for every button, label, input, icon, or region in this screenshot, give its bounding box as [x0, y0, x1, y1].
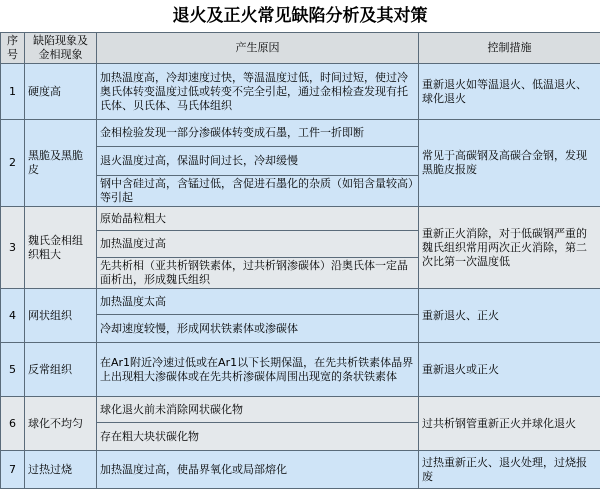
table-row: [1, 64, 600, 120]
row-defect: 反常组织: [25, 343, 97, 397]
row-seq: 6: [1, 397, 25, 451]
row-cause: 钢中含硅过高，含锰过低，含促进石墨化的杂质（如铝含量较高）等引起: [97, 176, 419, 207]
row-defect: 网状组织: [25, 289, 97, 343]
row-defect: 过热过烧: [25, 451, 97, 489]
row-seq: 1: [1, 64, 25, 120]
table-row: [1, 451, 600, 489]
row-cause: 冷却速度较慢，形成网状铁素体或渗碳体: [97, 315, 419, 343]
defect-table: [0, 32, 600, 489]
page-title: 退火及正火常见缺陷分析及其对策: [0, 0, 600, 32]
row-measure: 过热重新正火、退火处理，过烧报废: [419, 451, 600, 489]
row-seq: 3: [1, 207, 25, 289]
row-measure: 重新正火消除，对于低碳钢严重的魏氏组织常用两次正火消除，第二次比第一次温度低: [419, 207, 600, 289]
row-measure: 重新退火、正火: [419, 289, 600, 343]
row-measure: 重新退火或正火: [419, 343, 600, 397]
row-cause: 金相检验发现一部分渗碳体转变成石墨，工件一折即断: [97, 120, 419, 147]
row-seq: 7: [1, 451, 25, 489]
header-measure: 控制措施: [419, 33, 600, 64]
row-defect: 硬度高: [25, 64, 97, 120]
row-measure: 常见于高碳钢及高碳合金钢，发现黑脆皮报废: [419, 120, 600, 207]
header-row: [1, 33, 600, 64]
table-row: [1, 289, 600, 315]
row-cause: 存在粗大块状碳化物: [97, 423, 419, 451]
header-defect: 缺陷现象及金相现象: [25, 33, 97, 64]
row-seq: 5: [1, 343, 25, 397]
row-defect: 黑脆及黑脆皮: [25, 120, 97, 207]
table-row: [1, 120, 600, 147]
row-measure: 过共析钢管重新正火并球化退火: [419, 397, 600, 451]
row-cause: 在Ar1附近冷速过低或在Ar1以下长期保温，在先共析铁素体晶界上出现粗大渗碳体或在先共析渗碳体周围出现宽的条状铁素体: [97, 343, 419, 397]
row-defect: 球化不均匀: [25, 397, 97, 451]
row-defect: 魏氏金相组织粗大: [25, 207, 97, 289]
header-cause: 产生原因: [97, 33, 419, 64]
table-row: [1, 343, 600, 397]
row-cause: 加热温度过高: [97, 231, 419, 258]
row-seq: 4: [1, 289, 25, 343]
row-cause: 加热温度高，冷却速度过快，等温温度过低，时间过短，使过冷奥氏体转变温度过低或转变不完全引起，通过金相检查发现有托氏体、贝氏体、马氏体组织: [97, 64, 419, 120]
header-seq: 序号: [1, 33, 25, 64]
row-seq: 2: [1, 120, 25, 207]
row-measure: 重新退火如等温退火、低温退火、球化退火: [419, 64, 600, 120]
table-row: [1, 397, 600, 423]
row-cause: 先共析相（亚共析钢铁素体，过共析钢渗碳体）沿奥氏体一定晶面析出，形成魏氏组织: [97, 258, 419, 289]
table-row: [1, 207, 600, 231]
row-cause: 球化退火前未消除网状碳化物: [97, 397, 419, 423]
row-cause: 退火温度过高，保温时间过长，冷却缓慢: [97, 147, 419, 176]
row-cause: 加热温度过高，使晶界氧化或局部熔化: [97, 451, 419, 489]
row-cause: 加热温度太高: [97, 289, 419, 315]
row-cause: 原始晶粒粗大: [97, 207, 419, 231]
